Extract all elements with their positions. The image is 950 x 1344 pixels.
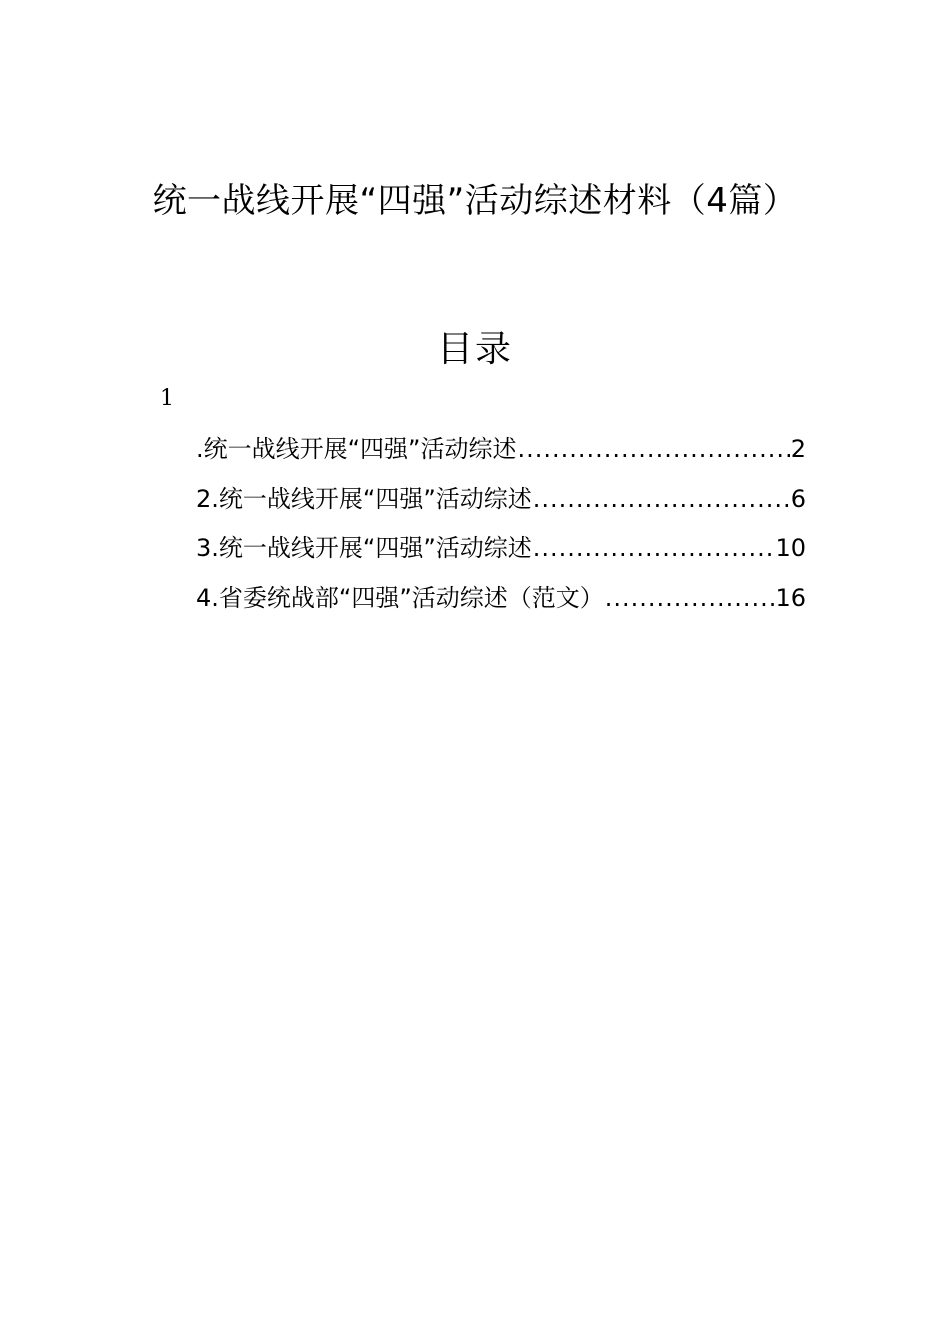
toc-entry-3[interactable] [196,528,806,578]
document-title: 统一战线开展“四强”活动综述材料（4篇） [152,181,798,221]
toc-entry-label: .统一战线开展“四强”活动综述 [196,435,517,463]
toc-entry-page: 2 [790,435,806,463]
toc-leader-dots [605,578,775,618]
toc-leader-dots [533,528,775,568]
toc-entry-label: 2.统一战线开展“四强”活动综述 [196,484,532,513]
toc-entry-label: 4.省委统战部“四强”活动综述（范文） [196,583,604,612]
toc-entry-page: 10 [775,534,806,562]
toc-heading: 目录 [436,329,513,370]
toc-entry-4[interactable] [196,578,806,628]
toc-entry-1[interactable] [196,429,806,479]
toc-leader-dots [533,479,790,519]
table-of-contents [196,429,806,627]
list-number-marker: 1 [160,386,174,411]
toc-entry-page: 16 [775,583,806,612]
toc-leader-dots [518,429,790,469]
toc-entry-2[interactable] [196,479,806,529]
toc-entry-label: 3.统一战线开展“四强”活动综述 [196,534,532,562]
toc-entry-page: 6 [790,484,806,513]
